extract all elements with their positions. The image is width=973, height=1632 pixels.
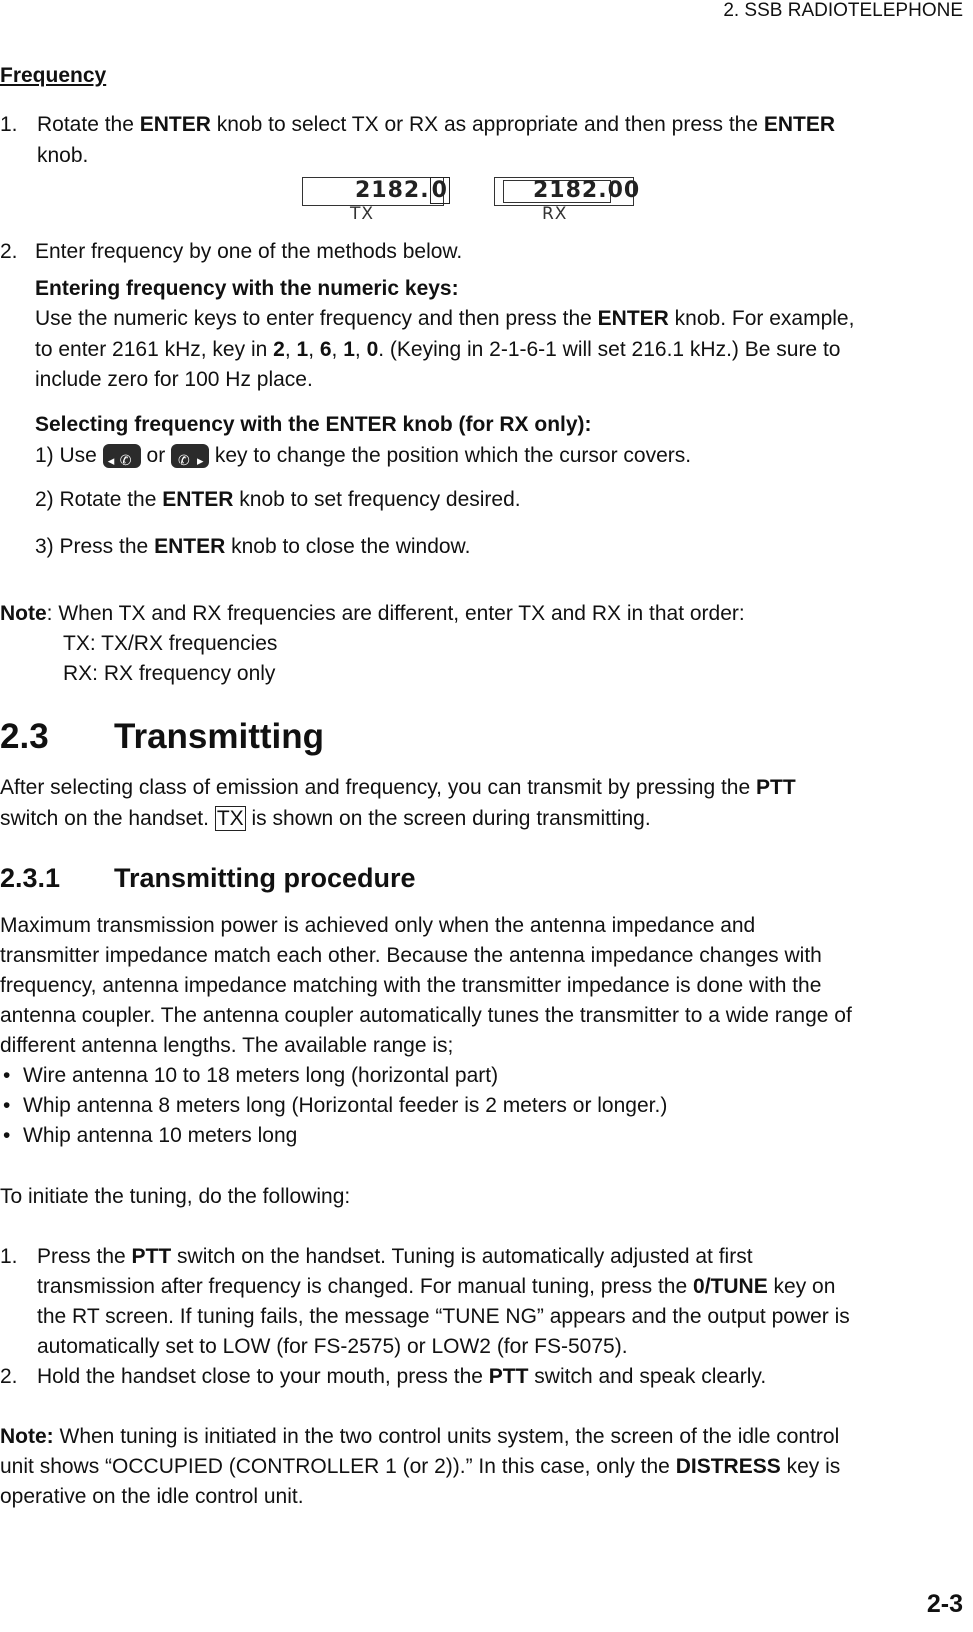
enter-knob-step-3: 3) Press the ENTER knob to close the window. <box>35 535 471 558</box>
enter-knob-step-2: 2) Rotate the ENTER knob to set frequency desired. <box>35 488 521 511</box>
section-2-3-1-number: 2.3.1 <box>0 863 61 893</box>
procedure-para-line-4: antenna coupler. The antenna coupler automatically tunes the transmitter to a wide range of <box>0 1004 852 1027</box>
step-1-number: 1. <box>0 113 18 136</box>
rx-label: RX <box>542 204 568 224</box>
tuning-step-1-line-1: Press the PTT switch on the handset. Tuning is automatically adjusted at first <box>37 1245 753 1268</box>
procedure-para-line-2: transmitter impedance match each other. Because the antenna impedance changes with <box>0 944 822 967</box>
step-1-text-cont: knob. <box>37 144 89 167</box>
note-tx: TX: TX/RX frequencies <box>63 632 278 655</box>
antenna-bullet-1: Wire antenna 10 to 18 meters long (horizontal part) <box>23 1064 499 1087</box>
section-2-3-1-title: Transmitting procedure <box>114 863 416 893</box>
bullet-icon: • <box>3 1064 11 1087</box>
enter-knob-step-1: 1) Use ◂ ✆ or ✆ ▸ key to change the position which the cursor covers. <box>35 444 692 469</box>
running-header: 2. SSB RADIOTELEPHONE <box>723 0 963 21</box>
tuning-step-1-line-2: transmission after frequency is changed. For manual tuning, press the 0/TUNE key on <box>37 1275 836 1298</box>
note-tuning-line-1: Note: When tuning is initiated in the two control units system, the screen of the idle control <box>0 1425 840 1448</box>
numeric-keys-heading: Entering frequency with the numeric keys: <box>35 277 459 300</box>
numeric-keys-line-2: to enter 2161 kHz, key in 2, 1, 6, 1, 0. (Keying in 2-1-6-1 will set 216.1 kHz.) Be sure to <box>35 338 841 361</box>
bullet-icon: • <box>3 1124 11 1147</box>
note-tuning-line-3: operative on the idle control unit. <box>0 1485 304 1508</box>
rx-frequency-display <box>494 177 641 206</box>
tuning-step-2-number: 2. <box>0 1365 18 1388</box>
tuning-step-1-line-4: automatically set to LOW (for FS-2575) or LOW2 (for FS-5075). <box>37 1335 628 1358</box>
antenna-bullet-2: Whip antenna 8 meters long (Horizontal feeder is 2 meters or longer.) <box>23 1094 668 1117</box>
cursor-right-key-icon: ✆ ▸ <box>171 444 209 468</box>
procedure-para-line-1: Maximum transmission power is achieved only when the antenna impedance and <box>0 914 756 937</box>
tuning-step-1-number: 1. <box>0 1245 18 1268</box>
note-rx: RX: RX frequency only <box>63 662 276 685</box>
tx-cursor-digit: 0 <box>431 178 448 203</box>
bullet-icon: • <box>3 1094 11 1117</box>
tuning-step-1-line-3: the RT screen. If tuning fails, the message “TUNE NG” appears and the output power is <box>37 1305 850 1328</box>
numeric-keys-line-1: Use the numeric keys to enter frequency and then press the ENTER knob. For example, <box>35 307 855 330</box>
tx-indicator: TX <box>216 807 244 830</box>
tx-label: TX <box>350 204 375 224</box>
step-2-number: 2. <box>0 240 18 263</box>
note-tuning-line-2: unit shows “OCCUPIED (CONTROLLER 1 (or 2)).” In this case, only the DISTRESS key is <box>0 1455 841 1478</box>
procedure-para-line-3: frequency, antenna impedance matching with the transmitter impedance is done with the <box>0 974 822 997</box>
rx-extra-digit: 0 <box>623 178 641 203</box>
frequency-heading: Frequency <box>0 64 107 87</box>
transmitting-para-line-2: switch on the handset. TX is shown on the screen during transmitting. <box>0 807 651 830</box>
tuning-step-2-text: Hold the handset close to your mouth, press the PTT switch and speak clearly. <box>37 1365 767 1388</box>
step-2-text: Enter frequency by one of the methods below. <box>35 240 463 263</box>
cursor-left-key-icon: ◂ ✆ <box>103 444 141 468</box>
transmitting-para-line-1: After selecting class of emission and frequency, you can transmit by pressing the PTT <box>0 776 796 799</box>
section-2-3-title: Transmitting <box>114 717 325 756</box>
numeric-keys-line-3: include zero for 100 Hz place. <box>35 368 313 391</box>
tx-frequency-value: 2182. <box>355 178 430 203</box>
antenna-bullet-3: Whip antenna 10 meters long <box>23 1124 298 1147</box>
tx-frequency-display <box>302 177 448 206</box>
procedure-para-line-5: different antenna lengths. The available range is; <box>0 1034 454 1057</box>
tuning-intro: To initiate the tuning, do the following: <box>0 1185 351 1208</box>
section-2-3-number: 2.3 <box>0 717 49 756</box>
page-number: 2-3 <box>926 1590 963 1618</box>
step-1-text: Rotate the ENTER knob to select TX or RX as appropriate and then press the ENTER <box>37 113 836 136</box>
rx-frequency-value: 2182.0 <box>533 178 624 203</box>
enter-knob-heading: Selecting frequency with the ENTER knob (for RX only): <box>35 413 592 436</box>
note-frequency: Note: When TX and RX frequencies are different, enter TX and RX in that order: <box>0 602 745 625</box>
